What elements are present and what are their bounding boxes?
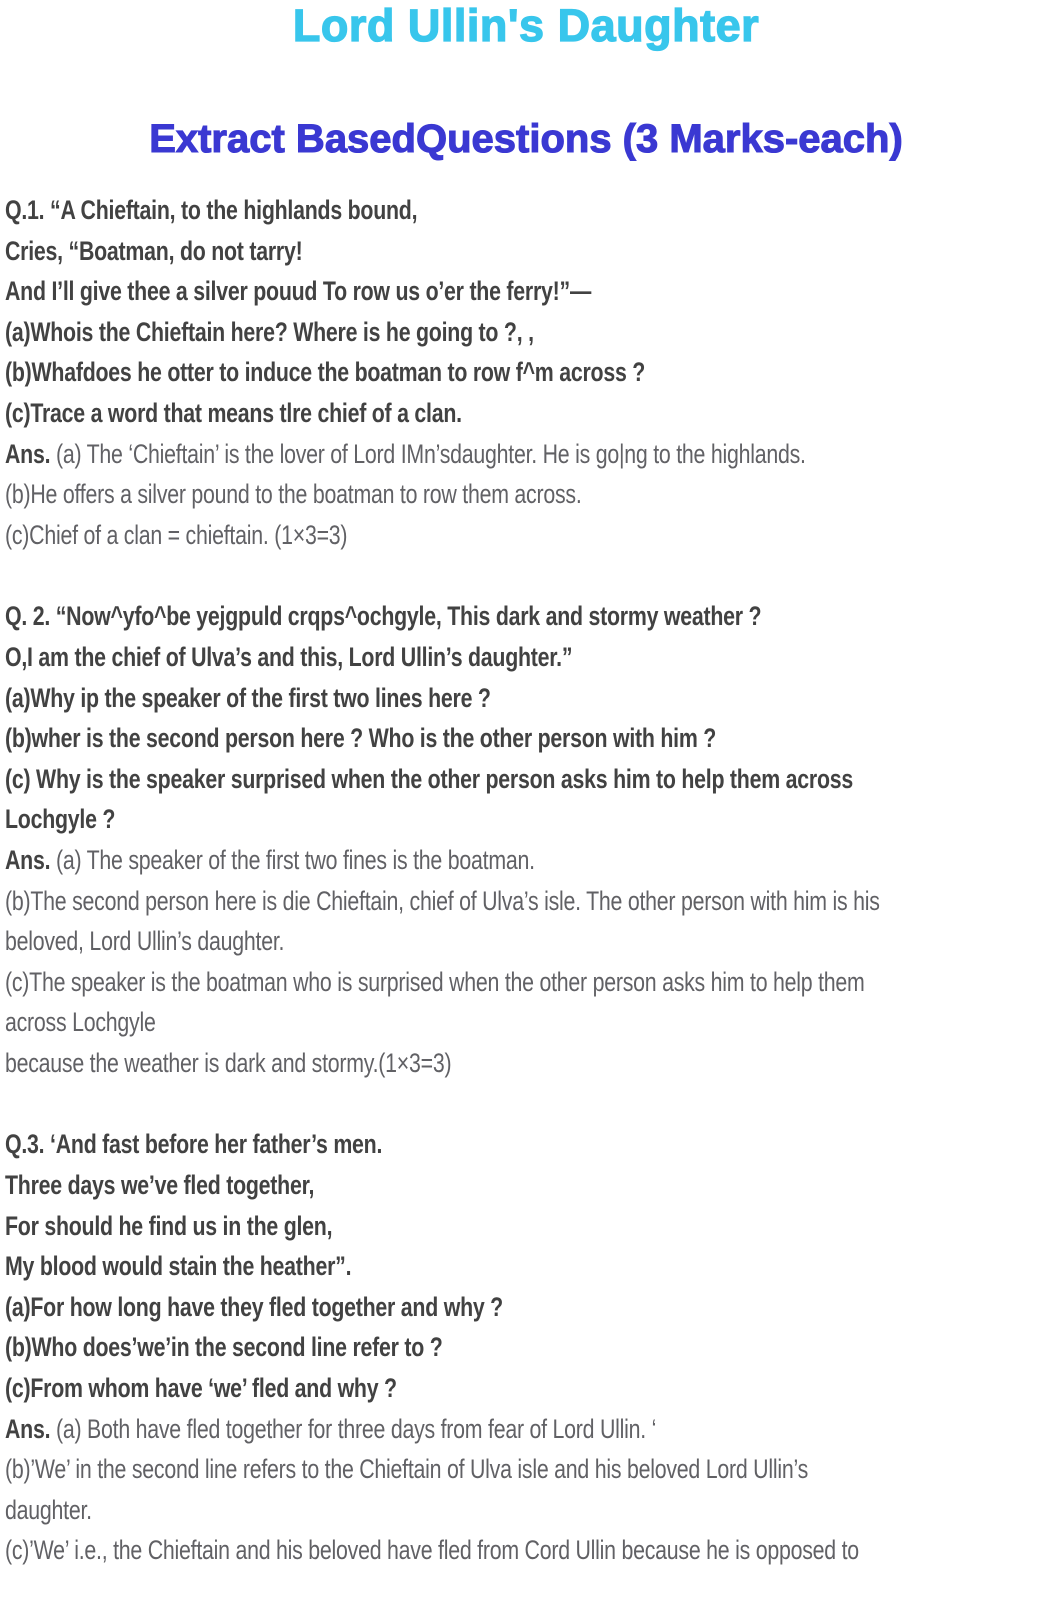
answer-line: across Lochgyle <box>5 1007 156 1038</box>
question-line: O,I am the chief of Ulva’s and this, Lord Ullin’s daughter.” <box>5 641 573 672</box>
question-line: And I’ll give thee a silver pouud To row us o’er the ferry!”— <box>5 276 592 307</box>
question-line: (c) Why is the speaker surprised when the other person asks him to help them across <box>5 763 853 794</box>
question-line: Cries, “Boatman, do not tarry! <box>5 235 303 266</box>
question-3 <box>5 1124 1052 1571</box>
answer-line: (b)’We’ in the second line refers to the Chieftain of Ulva isle and his beloved Lord Ullin’s <box>5 1454 808 1485</box>
answer-line: daughter. <box>5 1494 92 1525</box>
question-line: Q.1. “A Chieftain, to the highlands bound, <box>5 195 418 225</box>
answer-line: Ans. (a) The speaker of the first two fines is the boatman. <box>5 844 535 875</box>
answer-line: Ans. (a) Both have fled together for three days from fear of Lord Ullin. ‘ <box>5 1413 657 1444</box>
question-line: Three days we’ve fled together, <box>5 1170 315 1201</box>
answer-line: because the weather is dark and stormy.(1×3=3) <box>5 1047 452 1078</box>
answer-line: (c)’We’ i.e., the Chieftain and his beloved have fled from Cord Ullin because he is opposed to <box>5 1535 859 1566</box>
answer-line: (b)The second person here is die Chieftain, chief of Ulva’s isle. The other person with him is his <box>5 885 880 916</box>
question-line: (c)Trace a word that means tlre chief of a clan. <box>5 397 462 428</box>
qa-content <box>0 190 1052 1571</box>
page-title: Lord Ullin's Daughter <box>292 0 760 51</box>
question-line: (a)Why ip the speaker of the first two lines here ? <box>5 682 491 713</box>
question-line: My blood would stain the heather”. <box>5 1251 352 1282</box>
question-line: Q. 2. “Now^yfo^be yejgpuld crqps^ochgyle, This dark and stormy weather ? <box>5 601 762 632</box>
question-line: For should he find us in the glen, <box>5 1210 333 1241</box>
question-line: (a)Whois the Chieftain here? Where is he going to ?, , <box>5 316 534 347</box>
question-1 <box>5 190 1052 555</box>
section-heading: Extract BasedQuestions (3 Marks-each) <box>149 117 903 161</box>
answer-line: (c)The speaker is the boatman who is surprised when the other person asks him to help them <box>5 966 865 997</box>
question-2 <box>5 596 1052 1083</box>
question-line: Q.3. ‘And fast before her father’s men. <box>5 1129 383 1160</box>
answer-label: Ans. <box>5 844 51 875</box>
question-line: (b)Who does’we’in the second line refer to ? <box>5 1332 443 1363</box>
question-line: (c)From whom have ‘we’ fled and why ? <box>5 1373 397 1404</box>
answer-line: Ans. (a) The ‘Chieftain’ is the lover of Lord IMn’sdaughter. He is go|ng to the highlands. <box>5 438 806 469</box>
question-line: (b)Whafdoes he otter to induce the boatman to row f^m across ? <box>5 357 646 388</box>
answer-line: (c)Chief of a clan = chieftain. (1×3=3) <box>5 519 348 550</box>
question-line: (a)For how long have they fled together and why ? <box>5 1291 503 1322</box>
question-line: Lochgyle ? <box>5 804 116 835</box>
answer-label: Ans. <box>5 1413 51 1444</box>
answer-line: (b)He offers a silver pound to the boatman to row them across. <box>5 479 582 510</box>
question-line: (b)wher is the second person here ? Who is the other person with him ? <box>5 723 717 754</box>
answer-line: beloved, Lord Ullin’s daughter. <box>5 926 285 957</box>
answer-label: Ans. <box>5 438 51 469</box>
